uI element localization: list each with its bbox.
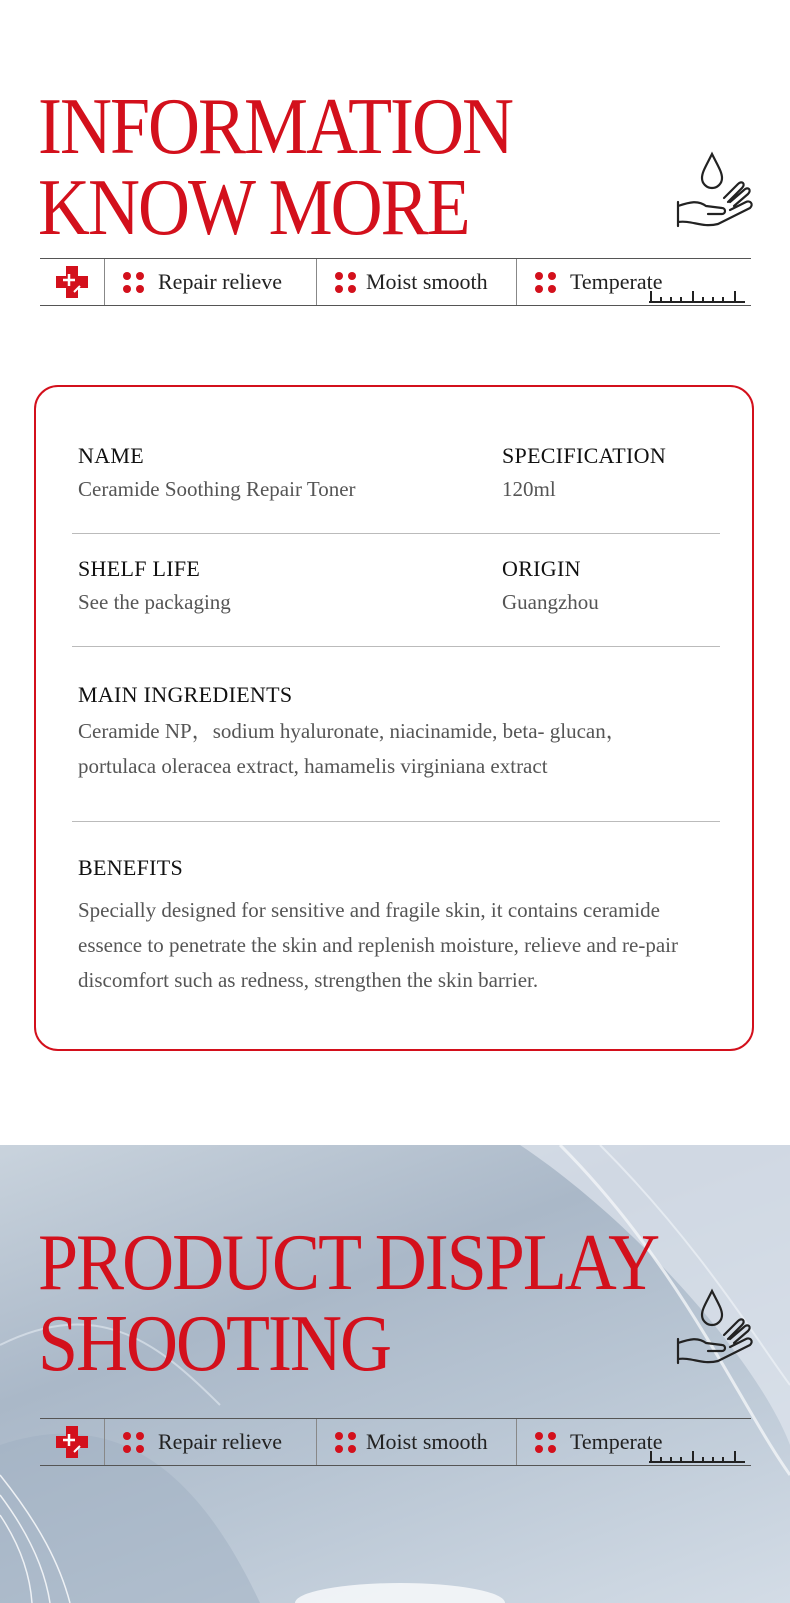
divider	[72, 821, 720, 822]
display-heading	[38, 1217, 659, 1388]
spec-label: SPECIFICATION	[502, 443, 667, 468]
display-heading-line2: SHOOTING	[38, 1298, 390, 1388]
tag-repair	[104, 259, 316, 305]
tag-label: Temperate	[570, 1429, 663, 1454]
tag-temperate	[516, 1419, 751, 1465]
medical-cross-icon	[54, 1424, 90, 1460]
ruler-icon	[649, 289, 745, 303]
ruler-icon	[649, 1449, 745, 1463]
medical-cross-cell	[40, 259, 104, 305]
red-dots-icon	[123, 272, 144, 293]
feature-tag-bar	[40, 258, 751, 306]
hand-water-drop-icon	[672, 1287, 758, 1373]
red-dots-icon	[535, 272, 556, 293]
red-dots-icon	[535, 1432, 556, 1453]
info-heading	[38, 81, 513, 252]
shelf-life-label: SHELF LIFE	[78, 556, 201, 581]
origin-value: Guangzhou	[502, 590, 599, 614]
tag-moist	[316, 1419, 516, 1465]
red-dots-icon	[123, 1432, 144, 1453]
benefits-label: BENEFITS	[78, 855, 184, 880]
tag-temperate	[516, 259, 751, 305]
tag-label: Moist smooth	[366, 269, 488, 294]
benefits-value: Specially designed for sensitive and fragile skin, it contains ceramide essence to penetrate the skin and replenish moisture, relieve and re-pair discomfort such as redness, strengthen the skin barrier.	[78, 898, 679, 992]
info-heading-line1: INFORMATION	[38, 81, 513, 172]
feature-tag-bar	[40, 1418, 751, 1466]
tag-label: Repair relieve	[158, 269, 282, 294]
origin-label: ORIGIN	[502, 556, 581, 581]
red-dots-icon	[335, 1432, 356, 1453]
display-heading-line1: PRODUCT DISPLAY	[38, 1217, 659, 1308]
tag-label: Repair relieve	[158, 1429, 282, 1454]
shelf-life-value: See the packaging	[78, 590, 231, 614]
divider	[72, 646, 720, 647]
name-value: Ceramide Soothing Repair Toner	[78, 477, 356, 501]
medical-cross-icon	[54, 264, 90, 300]
tag-label: Moist smooth	[366, 1429, 488, 1454]
tag-label: Temperate	[570, 269, 663, 294]
spec-value: 120ml	[502, 477, 556, 501]
ingredients-value: Ceramide NP，sodium hyaluronate, niacinamide, beta- glucan，portulaca oleracea extract, hamamelis virginiana extract	[78, 719, 627, 778]
divider	[72, 533, 720, 534]
tag-repair	[104, 1419, 316, 1465]
hand-water-drop-icon	[672, 150, 758, 236]
red-dots-icon	[335, 272, 356, 293]
tag-moist	[316, 259, 516, 305]
info-heading-line2: KNOW MORE	[38, 162, 469, 252]
name-label: NAME	[78, 443, 144, 468]
ingredients-label: MAIN INGREDIENTS	[78, 682, 293, 707]
product-info-card	[34, 385, 754, 1051]
medical-cross-cell	[40, 1419, 104, 1465]
